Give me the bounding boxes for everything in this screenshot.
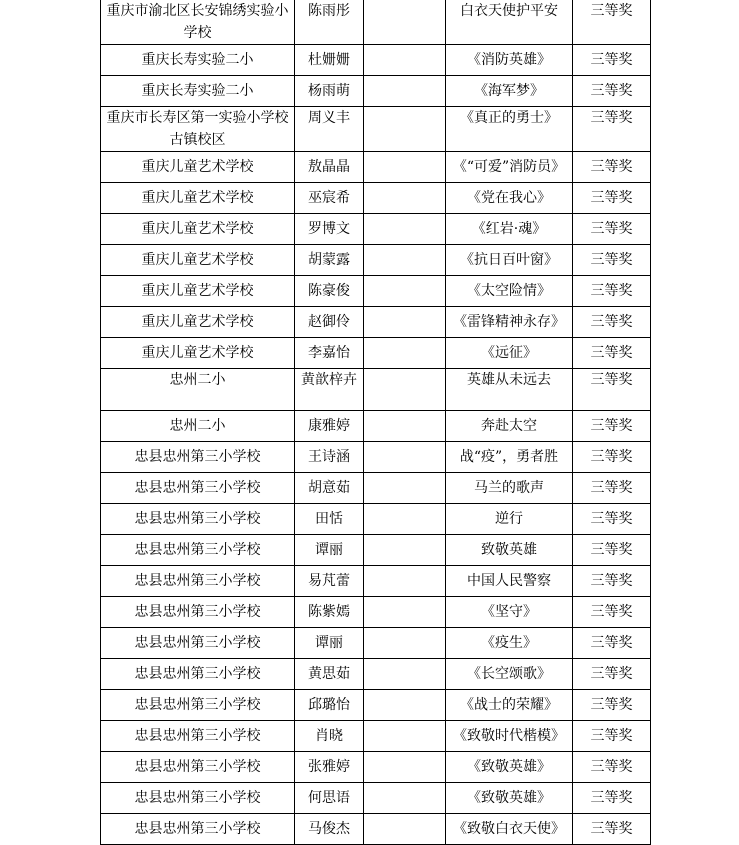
- teacher-cell: [364, 338, 446, 369]
- award-level-cell: 三等奖: [573, 721, 651, 752]
- school-cell: 忠县忠州第三小学校: [101, 721, 295, 752]
- student-name-cell: 敖晶晶: [295, 152, 364, 183]
- table-row: [101, 783, 651, 814]
- student-name-cell: 马俊杰: [295, 814, 364, 845]
- work-title-cell: 中国人民警察: [446, 566, 573, 597]
- school-cell: 忠县忠州第三小学校: [101, 628, 295, 659]
- work-title-cell: 《太空险情》: [446, 276, 573, 307]
- teacher-cell: [364, 473, 446, 504]
- award-level-cell: 三等奖: [573, 0, 651, 45]
- school-cell: 忠县忠州第三小学校: [101, 783, 295, 814]
- table-row: [101, 566, 651, 597]
- table-row: [101, 369, 651, 411]
- award-level-cell: 三等奖: [573, 473, 651, 504]
- teacher-cell: [364, 76, 446, 107]
- student-name-cell: 黄思茹: [295, 659, 364, 690]
- work-title-cell: 《抗日百叶窗》: [446, 245, 573, 276]
- award-level-cell: 三等奖: [573, 442, 651, 473]
- work-title-cell: 《消防英雄》: [446, 45, 573, 76]
- school-cell: 忠县忠州第三小学校: [101, 659, 295, 690]
- table-row: [101, 45, 651, 76]
- work-title-cell: 致敬英雄: [446, 535, 573, 566]
- work-title-cell: 《红岩·魂》: [446, 214, 573, 245]
- student-name-cell: 李嘉怡: [295, 338, 364, 369]
- work-title-cell: 英雄从未远去: [446, 369, 573, 411]
- award-level-cell: 三等奖: [573, 690, 651, 721]
- table-row: [101, 504, 651, 535]
- work-title-cell: 战“疫”，勇者胜: [446, 442, 573, 473]
- school-cell: 忠县忠州第三小学校: [101, 566, 295, 597]
- table-row: [101, 814, 651, 845]
- teacher-cell: [364, 152, 446, 183]
- award-level-cell: 三等奖: [573, 183, 651, 214]
- table-row: [101, 76, 651, 107]
- school-cell: 重庆长寿实验二小: [101, 45, 295, 76]
- table-row: [101, 690, 651, 721]
- student-name-cell: 何思语: [295, 783, 364, 814]
- table-row: [101, 411, 651, 442]
- teacher-cell: [364, 659, 446, 690]
- award-level-cell: 三等奖: [573, 659, 651, 690]
- award-level-cell: 三等奖: [573, 152, 651, 183]
- student-name-cell: 谭丽: [295, 628, 364, 659]
- work-title-cell: 《疫生》: [446, 628, 573, 659]
- award-level-cell: 三等奖: [573, 752, 651, 783]
- school-cell: 忠州二小: [101, 411, 295, 442]
- teacher-cell: [364, 107, 446, 152]
- school-cell: 重庆儿童艺术学校: [101, 152, 295, 183]
- award-table-body: [101, 0, 651, 845]
- table-row: [101, 473, 651, 504]
- teacher-cell: [364, 535, 446, 566]
- school-cell: 重庆市长寿区第一实验小学校古镇校区: [101, 107, 295, 152]
- school-cell: 忠县忠州第三小学校: [101, 752, 295, 783]
- school-cell: 忠县忠州第三小学校: [101, 442, 295, 473]
- school-cell: 忠县忠州第三小学校: [101, 814, 295, 845]
- table-row: [101, 307, 651, 338]
- work-title-cell: 《致敬白衣天使》: [446, 814, 573, 845]
- student-name-cell: 杜姗姗: [295, 45, 364, 76]
- teacher-cell: [364, 183, 446, 214]
- school-cell: 重庆长寿实验二小: [101, 76, 295, 107]
- teacher-cell: [364, 276, 446, 307]
- table-row: [101, 535, 651, 566]
- award-level-cell: 三等奖: [573, 504, 651, 535]
- school-cell: 重庆儿童艺术学校: [101, 338, 295, 369]
- work-title-cell: 《真正的勇士》: [446, 107, 573, 152]
- school-cell: 重庆儿童艺术学校: [101, 183, 295, 214]
- work-title-cell: 《坚守》: [446, 597, 573, 628]
- award-level-cell: 三等奖: [573, 276, 651, 307]
- student-name-cell: 陈雨彤: [295, 0, 364, 45]
- award-level-cell: 三等奖: [573, 307, 651, 338]
- student-name-cell: 巫宸希: [295, 183, 364, 214]
- student-name-cell: 王诗涵: [295, 442, 364, 473]
- award-table: [100, 0, 651, 845]
- school-cell: 忠县忠州第三小学校: [101, 473, 295, 504]
- table-row: [101, 214, 651, 245]
- work-title-cell: 奔赴太空: [446, 411, 573, 442]
- award-level-cell: 三等奖: [573, 107, 651, 152]
- award-level-cell: 三等奖: [573, 369, 651, 411]
- teacher-cell: [364, 369, 446, 411]
- work-title-cell: 《长空颂歌》: [446, 659, 573, 690]
- school-cell: 忠县忠州第三小学校: [101, 690, 295, 721]
- teacher-cell: [364, 690, 446, 721]
- teacher-cell: [364, 628, 446, 659]
- table-row: [101, 721, 651, 752]
- student-name-cell: 张雅婷: [295, 752, 364, 783]
- work-title-cell: 《战士的荣耀》: [446, 690, 573, 721]
- table-row: [101, 597, 651, 628]
- teacher-cell: [364, 597, 446, 628]
- teacher-cell: [364, 45, 446, 76]
- work-title-cell: 白衣天使护平安: [446, 0, 573, 45]
- student-name-cell: 杨雨萌: [295, 76, 364, 107]
- student-name-cell: 陈紫嫣: [295, 597, 364, 628]
- table-row: [101, 245, 651, 276]
- teacher-cell: [364, 0, 446, 45]
- teacher-cell: [364, 566, 446, 597]
- work-title-cell: 《雷锋精神永存》: [446, 307, 573, 338]
- student-name-cell: 易芃蕾: [295, 566, 364, 597]
- table-row: [101, 628, 651, 659]
- school-cell: 重庆儿童艺术学校: [101, 214, 295, 245]
- school-cell: 重庆市渝北区长安锦绣实验小学校: [101, 0, 295, 45]
- award-level-cell: 三等奖: [573, 76, 651, 107]
- teacher-cell: [364, 721, 446, 752]
- school-cell: 重庆儿童艺术学校: [101, 307, 295, 338]
- award-level-cell: 三等奖: [573, 597, 651, 628]
- work-title-cell: 《致敬英雄》: [446, 752, 573, 783]
- student-name-cell: 田恬: [295, 504, 364, 535]
- table-row: [101, 442, 651, 473]
- student-name-cell: 陈豪俊: [295, 276, 364, 307]
- award-level-cell: 三等奖: [573, 783, 651, 814]
- award-level-cell: 三等奖: [573, 566, 651, 597]
- school-cell: 忠县忠州第三小学校: [101, 597, 295, 628]
- work-title-cell: 逆行: [446, 504, 573, 535]
- teacher-cell: [364, 411, 446, 442]
- award-level-cell: 三等奖: [573, 628, 651, 659]
- work-title-cell: 《海军梦》: [446, 76, 573, 107]
- teacher-cell: [364, 442, 446, 473]
- award-level-cell: 三等奖: [573, 814, 651, 845]
- award-level-cell: 三等奖: [573, 45, 651, 76]
- teacher-cell: [364, 814, 446, 845]
- student-name-cell: 肖晓: [295, 721, 364, 752]
- award-level-cell: 三等奖: [573, 411, 651, 442]
- student-name-cell: 邱璐怡: [295, 690, 364, 721]
- work-title-cell: 《远征》: [446, 338, 573, 369]
- work-title-cell: 马兰的歌声: [446, 473, 573, 504]
- student-name-cell: 胡蒙露: [295, 245, 364, 276]
- table-row: [101, 659, 651, 690]
- student-name-cell: 黄歆梓卉: [295, 369, 364, 411]
- student-name-cell: 谭丽: [295, 535, 364, 566]
- teacher-cell: [364, 783, 446, 814]
- student-name-cell: 胡意茹: [295, 473, 364, 504]
- table-row: [101, 338, 651, 369]
- teacher-cell: [364, 504, 446, 535]
- teacher-cell: [364, 245, 446, 276]
- school-cell: 忠县忠州第三小学校: [101, 535, 295, 566]
- student-name-cell: 康雅婷: [295, 411, 364, 442]
- school-cell: 忠县忠州第三小学校: [101, 504, 295, 535]
- teacher-cell: [364, 307, 446, 338]
- table-row: [101, 152, 651, 183]
- award-level-cell: 三等奖: [573, 214, 651, 245]
- table-row: [101, 0, 651, 45]
- work-title-cell: 《致敬时代楷模》: [446, 721, 573, 752]
- student-name-cell: 赵御伶: [295, 307, 364, 338]
- work-title-cell: 《党在我心》: [446, 183, 573, 214]
- school-cell: 重庆儿童艺术学校: [101, 245, 295, 276]
- teacher-cell: [364, 752, 446, 783]
- table-row: [101, 752, 651, 783]
- work-title-cell: 《“可爱”消防员》: [446, 152, 573, 183]
- student-name-cell: 罗博文: [295, 214, 364, 245]
- work-title-cell: 《致敬英雄》: [446, 783, 573, 814]
- table-row: [101, 183, 651, 214]
- student-name-cell: 周义丰: [295, 107, 364, 152]
- table-row: [101, 276, 651, 307]
- school-cell: 忠州二小: [101, 369, 295, 411]
- table-row: [101, 107, 651, 152]
- teacher-cell: [364, 214, 446, 245]
- school-cell: 重庆儿童艺术学校: [101, 276, 295, 307]
- award-level-cell: 三等奖: [573, 245, 651, 276]
- award-level-cell: 三等奖: [573, 535, 651, 566]
- award-level-cell: 三等奖: [573, 338, 651, 369]
